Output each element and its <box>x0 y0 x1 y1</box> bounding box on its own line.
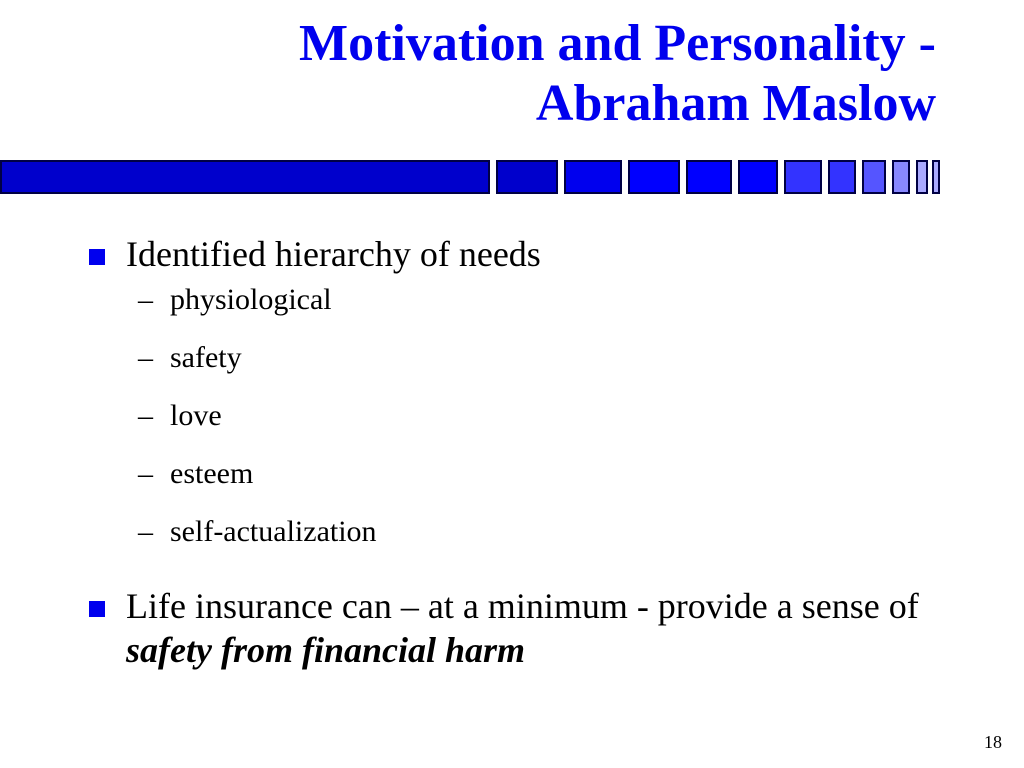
sub-item-text: esteem <box>170 457 254 490</box>
sub-item <box>88 282 948 340</box>
title-line-2: Abraham Maslow <box>535 75 936 132</box>
bar-segment <box>916 160 928 194</box>
dash-bullet: – <box>138 515 153 548</box>
dash-bullet: – <box>138 283 153 316</box>
square-bullet-icon <box>89 601 105 617</box>
title-line-1: Motivation and Personality - <box>299 15 936 72</box>
bar-segment <box>932 160 940 194</box>
bullet-text: Life insurance can – at a minimum - provide a sense of <box>126 586 919 626</box>
bar-segment <box>564 160 622 194</box>
bar-segment <box>828 160 856 194</box>
sub-item-text: physiological <box>170 283 332 316</box>
sub-item-text: love <box>170 399 222 432</box>
sub-item <box>88 340 948 398</box>
bar-segment <box>0 160 490 194</box>
sub-item-text: safety <box>170 341 242 374</box>
sub-item-text: self-actualization <box>170 515 377 548</box>
square-bullet-icon <box>89 249 105 265</box>
bar-segment <box>784 160 822 194</box>
bullet-emphasis: safety from financial harm <box>126 630 526 670</box>
bar-segment <box>628 160 680 194</box>
bar-segment <box>738 160 778 194</box>
sub-item <box>88 456 948 514</box>
dash-bullet: – <box>138 341 153 374</box>
slide-title <box>299 14 936 134</box>
bar-segment <box>686 160 732 194</box>
bar-segment <box>892 160 910 194</box>
page-number: 18 <box>984 732 1002 752</box>
slide-body <box>88 232 948 672</box>
sub-item <box>88 514 948 572</box>
sub-item <box>88 398 948 456</box>
sub-list <box>88 282 948 572</box>
bar-segment <box>862 160 886 194</box>
decorative-segmented-bar <box>0 160 944 194</box>
dash-bullet: – <box>138 457 153 490</box>
dash-bullet: – <box>138 399 153 432</box>
bar-segment <box>496 160 558 194</box>
bullet-item <box>88 232 948 276</box>
bullet-text: Identified hierarchy of needs <box>126 234 541 274</box>
bullet-item <box>88 584 948 672</box>
